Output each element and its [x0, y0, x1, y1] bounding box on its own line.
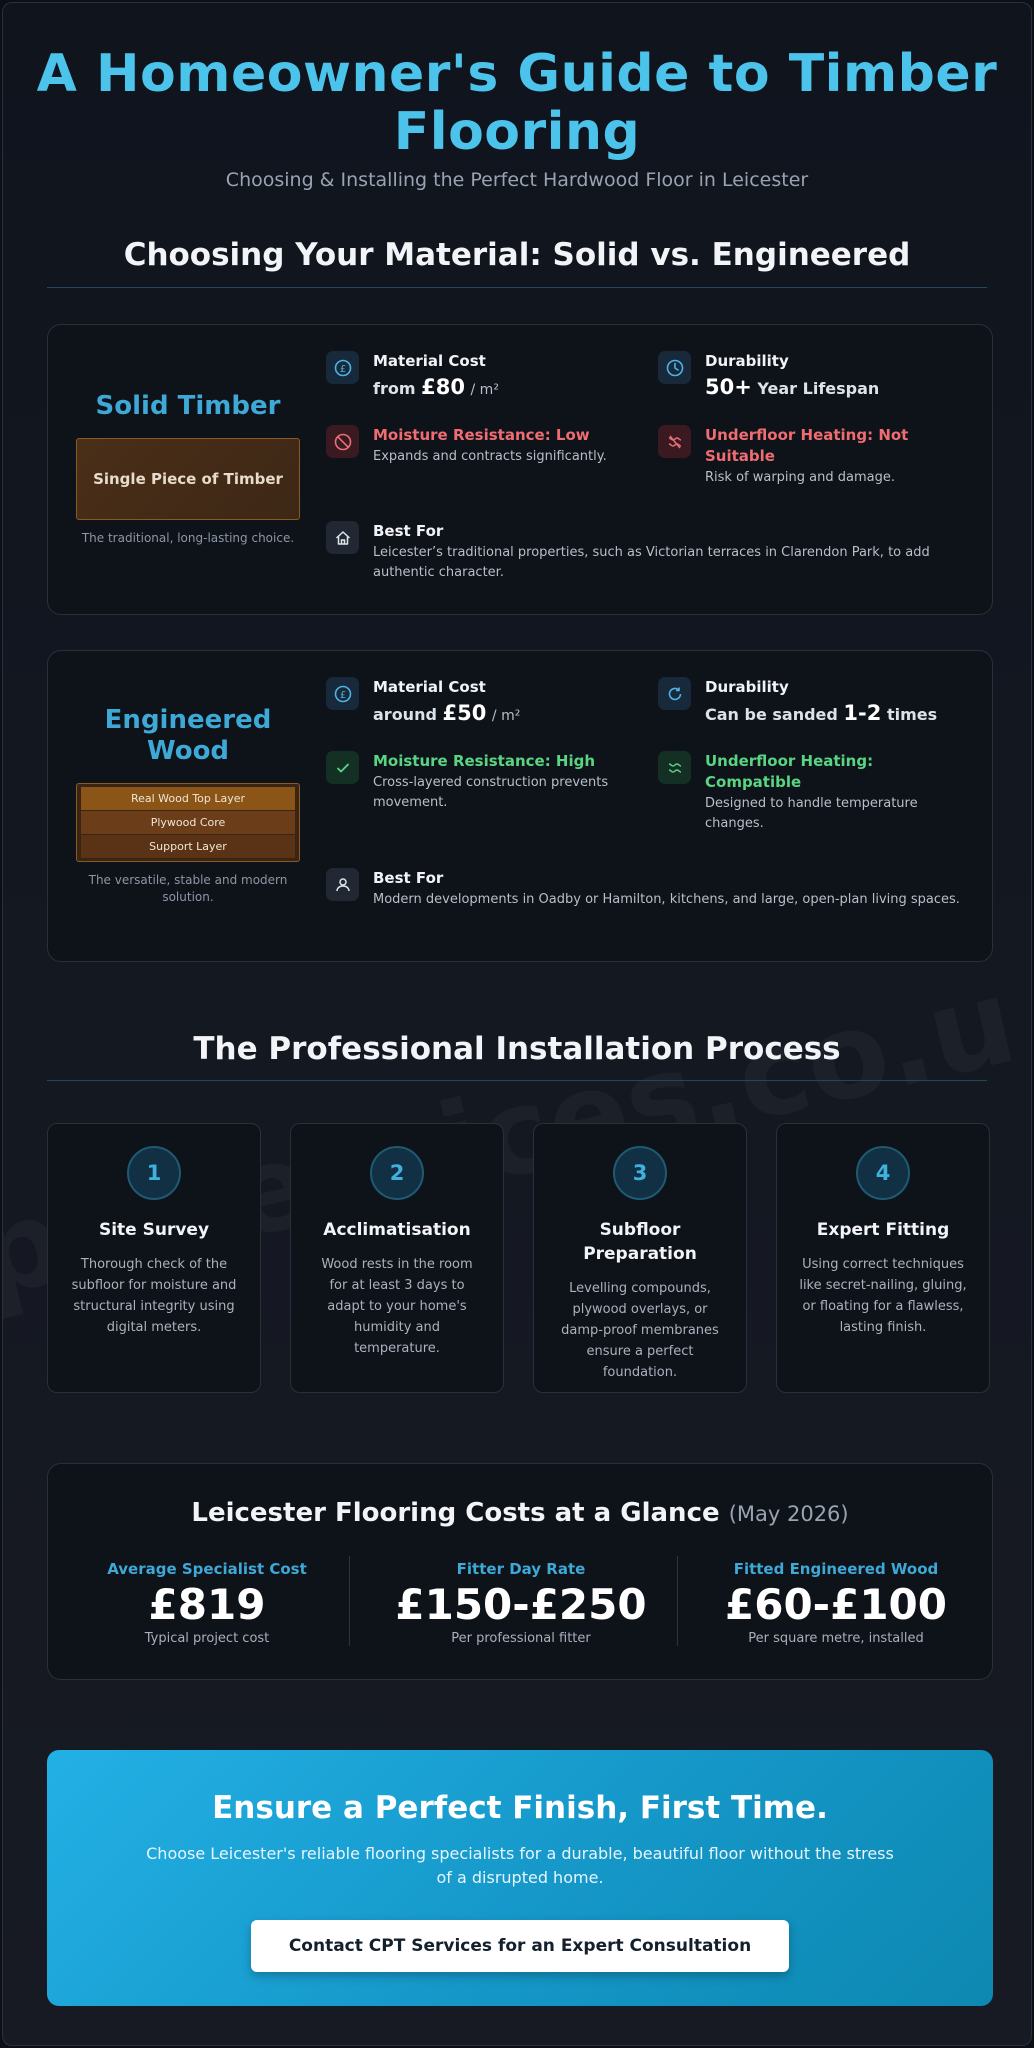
solid-cost-feature	[326, 351, 636, 399]
stat-value: £60-£100	[725, 1580, 947, 1629]
feature-title: Moisture Resistance: High	[373, 752, 596, 770]
stat-divider	[677, 1556, 678, 1646]
section-divider	[47, 287, 987, 288]
stat-sub: Per professional fitter	[451, 1631, 591, 1646]
section-divider	[47, 1080, 987, 1081]
feature-title: Durability	[705, 352, 789, 370]
refresh-icon	[658, 677, 691, 710]
step-desc: Using correct techniques like secret-nailing, gluing, or floating for a flawless, lasting finish.	[799, 1257, 967, 1335]
feature-desc: Leicester’s traditional properties, such as Victorian terraces in Clarendon Park, to add authentic character.	[373, 545, 930, 580]
cta-banner	[47, 1750, 993, 2006]
stat-value: £819	[148, 1580, 266, 1629]
layer-core: Plywood Core	[81, 811, 295, 834]
cost-value: around £50 / m²	[373, 701, 521, 725]
cost-value: from £80 / m²	[373, 375, 499, 399]
solid-moisture-feature	[326, 425, 636, 467]
engineered-cost-feature	[326, 677, 636, 725]
svg-text:£: £	[339, 689, 346, 701]
page-subtitle: Choosing & Installing the Perfect Hardwood Floor in Leicester	[225, 169, 809, 191]
material-caption: The traditional, long-lasting choice.	[81, 531, 295, 545]
material-name: Engineered Wood	[104, 705, 272, 766]
engineered-durability-feature	[658, 677, 978, 725]
step-title: Site Survey	[98, 1220, 210, 1240]
feature-title: Material Cost	[373, 352, 486, 370]
heating-icon	[658, 751, 691, 784]
costs-card	[47, 1463, 993, 1680]
feature-title: Underfloor Heating: Not Suitable	[705, 426, 909, 465]
page-title: A Homeowner's Guide to Timber Flooring	[36, 44, 998, 162]
stat-divider	[349, 1556, 350, 1646]
stat-day-rate	[376, 1560, 666, 1646]
engineered-layers-visual	[76, 783, 300, 862]
process-step-1	[47, 1123, 261, 1393]
stat-label: Fitter Day Rate	[456, 1560, 586, 1578]
clock-icon	[658, 351, 691, 384]
stat-label: Fitted Engineered Wood	[733, 1560, 939, 1578]
solid-heating-feature	[658, 425, 968, 488]
cta-title: Ensure a Perfect Finish, First Time.	[212, 1790, 828, 1826]
solid-timber-card	[47, 324, 993, 615]
page-frame	[2, 2, 1032, 2046]
feature-title: Underfloor Heating: Compatible	[705, 752, 874, 791]
step-title: Subfloor Preparation	[583, 1220, 697, 1264]
process-heading	[3, 1031, 1031, 1067]
step-number: 1	[127, 1146, 181, 1200]
step-number: 4	[856, 1146, 910, 1200]
pound-icon	[326, 677, 359, 710]
feature-desc: Risk of warping and damage.	[705, 470, 895, 485]
feature-title: Best For	[373, 869, 444, 887]
feature-title: Moisture Resistance: Low	[373, 426, 590, 444]
solid-timber-visual: Single Piece of Timber	[76, 438, 300, 520]
step-desc: Levelling compounds, plywood overlays, or damp-proof membranes ensure a perfect foundation.	[561, 1281, 719, 1380]
stat-value: £150-£250	[395, 1580, 647, 1629]
feature-title: Durability	[705, 678, 789, 696]
material-name: Solid Timber	[95, 391, 281, 421]
solid-overview	[76, 391, 300, 547]
process-step-4	[776, 1123, 990, 1393]
feature-desc: Modern developments in Oadby or Hamilton, kitchens, and large, open-plan living spaces.	[373, 892, 960, 907]
stat-sub: Per square metre, installed	[748, 1631, 924, 1646]
feature-title: Material Cost	[373, 678, 486, 696]
home-icon	[326, 521, 359, 554]
step-desc: Wood rests in the room for at least 3 days to adapt to your home's humidity and temperature.	[321, 1257, 473, 1356]
page-header	[3, 3, 1031, 191]
check-icon	[326, 751, 359, 784]
user-icon	[326, 868, 359, 901]
contact-button[interactable]: Contact CPT Services for an Expert Consultation	[251, 1920, 789, 1972]
step-desc: Thorough check of the subfloor for moisture and structural integrity using digital meters.	[71, 1257, 237, 1335]
layer-top: Real Wood Top Layer	[81, 787, 295, 810]
step-number: 2	[370, 1146, 424, 1200]
layer-support: Support Layer	[81, 835, 295, 858]
stat-label: Average Specialist Cost	[107, 1560, 307, 1578]
feature-desc: Designed to handle temperature changes.	[705, 796, 918, 831]
cta-text: Choose Leicester's reliable flooring specialists for a durable, beautiful floor without the stress of a disrupted home.	[146, 1844, 894, 1887]
stat-engineered-fitted	[691, 1560, 981, 1646]
process-section-title: The Professional Installation Process	[193, 1031, 841, 1067]
no-entry-icon	[326, 425, 359, 458]
engineered-moisture-feature	[326, 751, 636, 813]
process-step-3	[533, 1123, 747, 1393]
engineered-heating-feature	[658, 751, 968, 834]
durability-value: Can be sanded 1-2 times	[705, 701, 938, 725]
pound-icon	[326, 351, 359, 384]
solid-best-for-feature	[326, 521, 966, 583]
engineered-best-for-feature	[326, 868, 966, 910]
costs-title: Leicester Flooring Costs at a Glance (May 2026)	[191, 1498, 849, 1528]
step-number: 3	[613, 1146, 667, 1200]
durability-value: 50+ Year Lifespan	[705, 375, 880, 399]
feature-desc: Cross-layered construction prevents movement.	[373, 775, 609, 810]
materials-section-title: Choosing Your Material: Solid vs. Engineered	[123, 237, 911, 273]
engineered-overview	[76, 705, 300, 906]
heating-crossed-icon	[658, 425, 691, 458]
engineered-wood-card	[47, 650, 993, 962]
stat-average-cost	[62, 1560, 352, 1646]
materials-heading	[3, 237, 1031, 273]
process-step-2	[290, 1123, 504, 1393]
step-title: Acclimatisation	[323, 1220, 471, 1240]
solid-durability-feature	[658, 351, 968, 399]
feature-desc: Expands and contracts significantly.	[373, 449, 607, 464]
stat-sub: Typical project cost	[144, 1631, 270, 1646]
svg-text:£: £	[339, 363, 346, 375]
feature-title: Best For	[373, 522, 444, 540]
step-title: Expert Fitting	[816, 1220, 950, 1240]
material-caption: The versatile, stable and modern solution.	[88, 873, 288, 904]
costs-date: (May 2026)	[728, 1502, 849, 1526]
